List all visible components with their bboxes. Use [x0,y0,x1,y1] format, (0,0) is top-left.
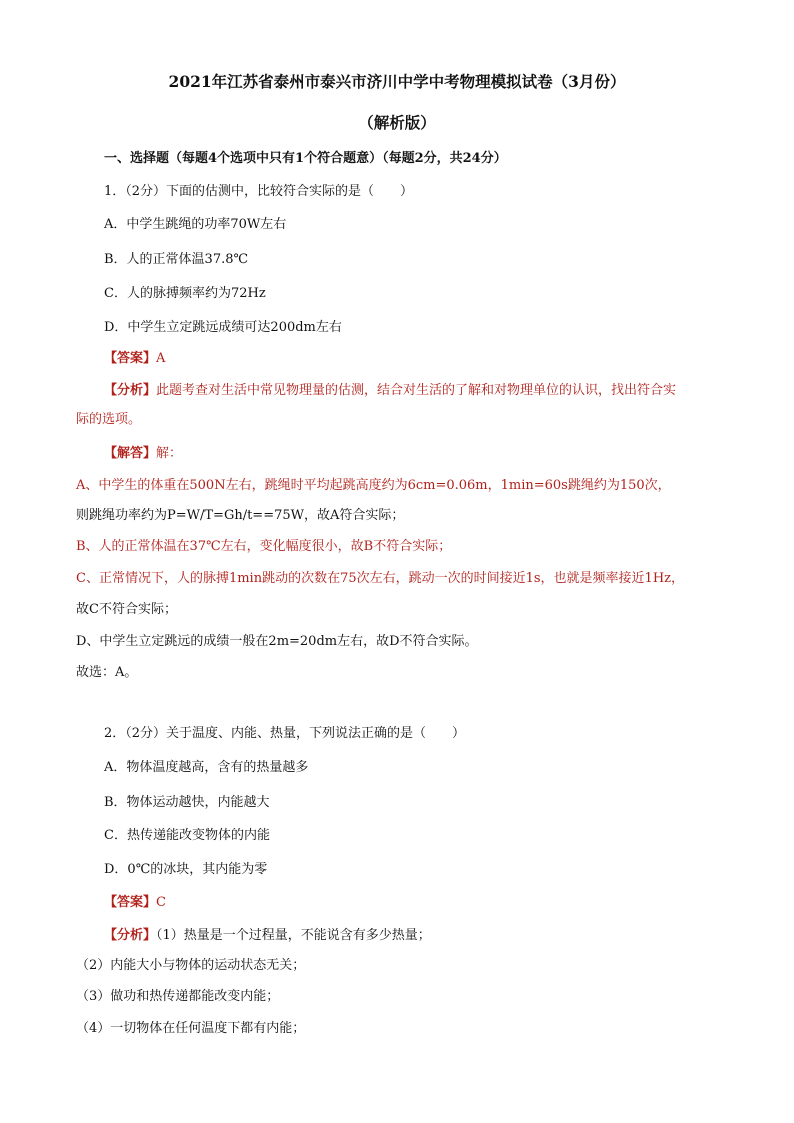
question-1-conclusion: 故选：A。 [76,665,138,680]
question-1-answer [104,350,165,368]
question-1-option-d: D．中学生立定跳远成绩可达200dm左右 [104,320,342,335]
answer-label: 【答案】 [104,895,157,910]
question-1-stem: 1．（2分）下面的估测中，比较符合实际的是（ ） [104,184,414,199]
question-2-analysis-line-1 [104,927,431,945]
answer-value: C [156,895,166,910]
solution-line-b: B、人的正常体温在37℃左右，变化幅度很小，故B不符合实际； [76,539,452,554]
question-2-option-b: B．物体运动越快，内能越大 [104,795,270,810]
solution-label: 【解答】 [104,446,157,461]
document-subtitle: （解析版） [358,113,436,132]
question-2-analysis-line-4: （4）一切物体在任何温度下都有内能； [76,1021,306,1036]
question-2-analysis-line-2: （2）内能大小与物体的运动状态无关； [76,958,306,973]
question-1-analysis-line-1 [104,382,676,400]
question-1-option-c: C．人的脉搏频率约为72Hz [104,286,266,301]
question-2-option-a: A．物体温度越高，含有的热量越多 [104,760,309,775]
solution-line-c: C、正常情况下，人的脉搏1min跳动的次数在75次左右，跳动一次的时间接近1s，也就是频率接近1Hz， [76,571,685,586]
analysis-text: 此题考查对生活中常见物理量的估测，结合对生活的了解和对物理单位的认识，找出符合实 [156,383,677,398]
question-1-option-b: B．人的正常体温37.8℃ [104,252,249,267]
question-1-option-a: A．中学生跳绳的功率70W左右 [104,217,287,232]
solution-line-a-cont: 则跳绳功率约为P=W/T=Gh/t==75W，故A符合实际； [76,508,405,523]
question-1-analysis-line-2: 际的选项。 [76,412,142,427]
solution-prefix: 解： [156,446,183,461]
solution-line-a: A、中学生的体重在500N左右，跳绳时平均起跳高度约为6cm=0.06m，1min=60s跳绳约为150次， [76,478,671,493]
question-2-stem: 2．（2分）关于温度、内能、热量，下列说法正确的是（ ） [104,726,466,741]
analysis-label: 【分析】 [104,383,157,398]
solution-line-c-cont: 故C不符合实际； [76,602,177,617]
solution-line-d: D、中学生立定跳远的成绩一般在2m=20dm左右，故D不符合实际。 [76,634,478,649]
question-2-analysis-line-3: （3）做功和热传递都能改变内能； [76,989,280,1004]
answer-value: A [156,351,166,366]
section-heading: 一、选择题（每题4个选项中只有1个符合题意）（每题2分，共24分） [104,151,507,166]
document-title: 2021年江苏省泰州市泰兴市济川中学中考物理模拟试卷（3月份） [168,72,626,91]
question-2-option-d: D．0℃的冰块，其内能为零 [104,862,268,877]
analysis-text: （1）热量是一个过程量，不能说含有多少热量； [156,928,431,943]
question-2-option-c: C．热传递能改变物体的内能 [104,828,270,843]
answer-label: 【答案】 [104,351,157,366]
question-1-solution-heading [104,445,182,463]
question-2-answer [104,894,166,912]
analysis-label: 【分析】 [104,928,157,943]
